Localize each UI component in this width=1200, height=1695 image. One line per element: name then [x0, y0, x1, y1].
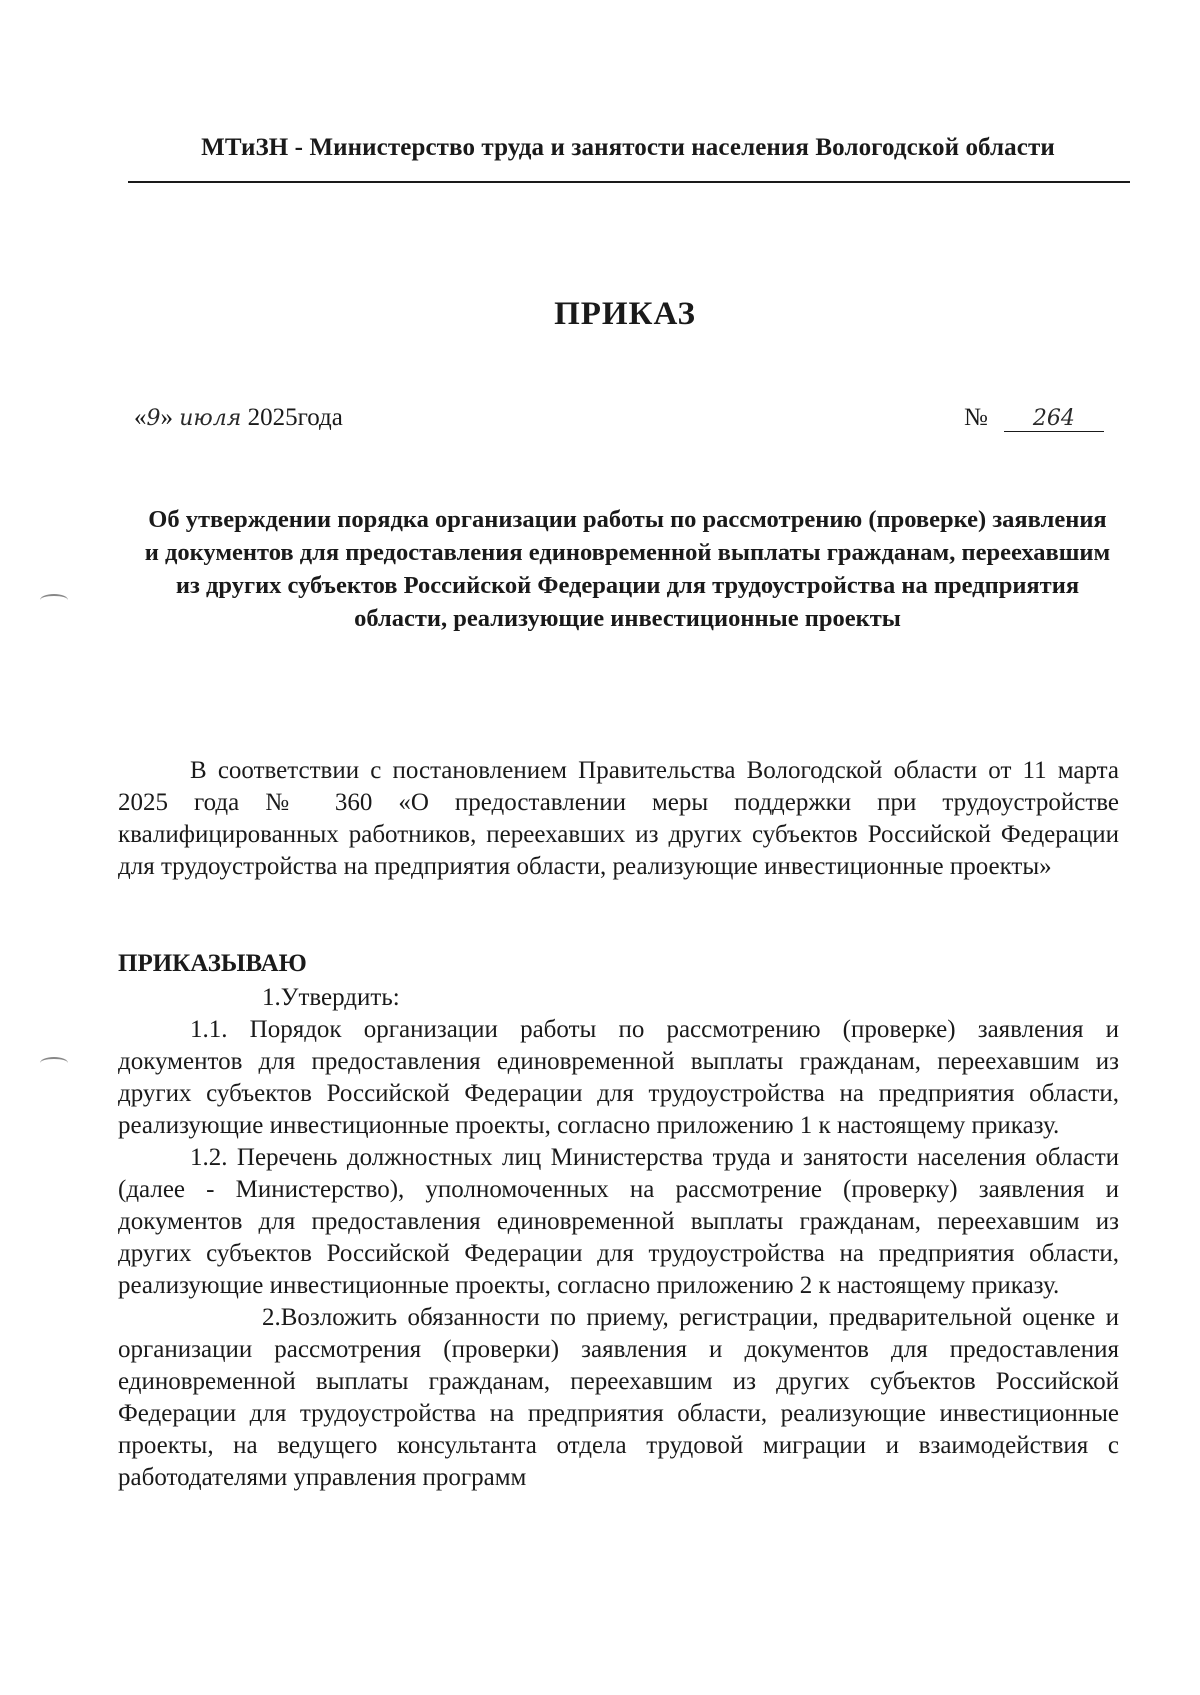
date-year: 2025: [247, 404, 298, 431]
margin-mark: [40, 1057, 68, 1069]
handwritten-month: июля: [179, 406, 242, 431]
item-number: 1.: [262, 984, 281, 1011]
order-item: [118, 1014, 1119, 1142]
order-item: [118, 1142, 1119, 1302]
item-text: Перечень должностных лиц Министерства труда и занятости населения области (далее - Министерство), уполномоченных на рассмотрение (проверку) заявления и документов для предоставления единовременной выплаты гражданам, переехавшим из других субъектов Российской Федерации для трудоустройства на предприятия области, реализующие инвестиционные проекты, согласно приложению 2 к настоящему приказу.: [118, 1144, 1119, 1299]
order-number: [964, 404, 1104, 432]
item-text: Утвердить:: [280, 984, 400, 1011]
date-close-quote: »: [160, 404, 173, 431]
number-label: №: [964, 404, 988, 431]
date-open-quote: «: [134, 404, 147, 431]
date-suffix: года: [297, 404, 343, 431]
margin-mark: [40, 594, 68, 606]
handwritten-number: 264: [1004, 406, 1104, 432]
order-keyword: ПРИКАЗЫВАЮ: [118, 950, 307, 977]
item-number: 1.1.: [190, 1016, 228, 1043]
order-subject: Об утверждении порядка организации работы по рассмотрению (проверке) заявления и документов для предоставления единовременной выплаты гражданам, переехавшим из других субъектов Российской Федерации для трудоустройства на предприятия области, реализующие инвестиционные проекты: [144, 506, 1111, 632]
document-title: ПРИКАЗ: [554, 296, 696, 332]
order-items: [118, 982, 1119, 1494]
item-text: Порядок организации работы по рассмотрению (проверке) заявления и документов для предоставления единовременной выплаты гражданам, переехавшим из других субъектов Российской Федерации для трудоустройства на предприятия области, реализующие инвестиционные проекты, согласно приложению 1 к настоящему приказу.: [118, 1016, 1120, 1139]
order-item: [118, 1302, 1119, 1494]
handwritten-day: 9: [146, 406, 161, 431]
organization-header: МТиЗН - Министерство труда и занятости населения Вологодской области: [201, 134, 1055, 161]
item-number: 2.: [262, 1304, 281, 1331]
item-number: 1.2.: [190, 1144, 228, 1171]
item-text: Возложить обязанности по приему, регистрации, предварительной оценке и организации рассмотрения (проверки) заявления и документов для предоставления единовременной выплаты гражданам, переехавшим из других субъектов Российской Федерации для трудоустройства на предприятия области, реализующие инвестиционные проекты, на ведущего консультанта отдела трудовой миграции и взаимодействия с работодателями управления программ: [118, 1304, 1119, 1491]
preamble-paragraph: В соответствии с постановлением Правительства Вологодской области от 11 марта 2025 года № 360 «О предоставлении меры поддержки при трудоустройстве квалифицированных работников, переехавших из других субъектов Российской Федерации для трудоустройства на предприятия области, реализующие инвестиционные проекты»: [118, 757, 1119, 880]
order-item: [118, 982, 1119, 1014]
order-date: [134, 404, 343, 432]
header-divider: [128, 181, 1130, 183]
